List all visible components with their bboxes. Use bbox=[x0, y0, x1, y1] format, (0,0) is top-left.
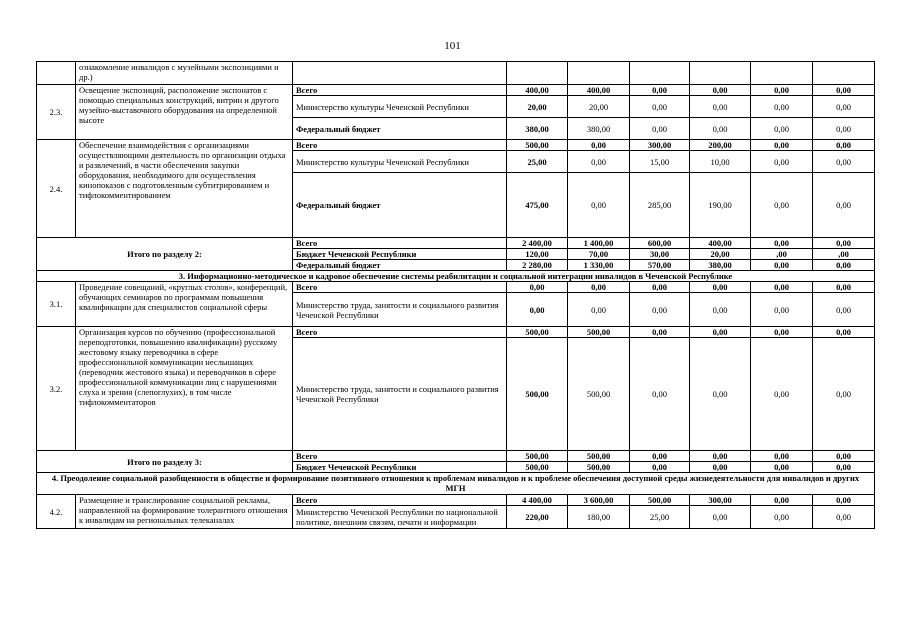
item-number: 4.2. bbox=[37, 495, 76, 529]
item-name: Обеспечение взаимодействия с организациями осуществляющими деятельность по организации отдыха и развлечений, в части обеспечения закупки оборудования, необходимого для осуществления кинопоказов с подготовленным субтитрированием и тифлокомментированием bbox=[76, 140, 293, 238]
funding-source: Всего bbox=[293, 85, 507, 96]
funding-source: Всего bbox=[293, 451, 507, 462]
funding-source: Министерство культуры Чеченской Республики bbox=[293, 96, 507, 118]
amount-cell: 380,00 bbox=[690, 260, 751, 271]
amount-cell: 0,00 bbox=[630, 451, 690, 462]
amount-cell: 0,00 bbox=[751, 85, 813, 96]
amount-cell: 1 330,00 bbox=[568, 260, 630, 271]
amount-cell: 0,00 bbox=[751, 462, 813, 473]
page-number: 101 bbox=[444, 40, 461, 52]
table-row bbox=[37, 62, 875, 85]
amount-cell: 0,00 bbox=[630, 293, 690, 327]
amount-cell: 0,00 bbox=[751, 506, 813, 529]
amount-cell: 0,00 bbox=[751, 338, 813, 451]
amount-cell: 500,00 bbox=[568, 462, 630, 473]
amount-cell: 500,00 bbox=[568, 327, 630, 338]
amount-cell: 0,00 bbox=[568, 140, 630, 151]
amount-cell bbox=[751, 62, 813, 85]
amount-cell: 10,00 bbox=[690, 151, 751, 173]
funding-source: Министерство труда, занятости и социального развития Чеченской Республики bbox=[293, 338, 507, 451]
amount-cell: 20,00 bbox=[507, 96, 568, 118]
amount-cell: 500,00 bbox=[507, 338, 568, 451]
amount-cell: 0,00 bbox=[751, 327, 813, 338]
funding-source: Бюджет Чеченской Республики bbox=[293, 249, 507, 260]
total-row bbox=[37, 238, 875, 249]
amount-cell: 20,00 bbox=[690, 249, 751, 260]
amount-cell: 0,00 bbox=[507, 293, 568, 327]
amount-cell: 570,00 bbox=[630, 260, 690, 271]
amount-cell: 0,00 bbox=[507, 282, 568, 293]
amount-cell: 380,00 bbox=[507, 118, 568, 140]
amount-cell: 0,00 bbox=[813, 338, 875, 451]
amount-cell: 0,00 bbox=[751, 151, 813, 173]
total-row bbox=[37, 451, 875, 462]
item-number: 2.4. bbox=[37, 140, 76, 238]
amount-cell: 0,00 bbox=[568, 173, 630, 238]
amount-cell: 25,00 bbox=[507, 151, 568, 173]
amount-cell: 0,00 bbox=[751, 293, 813, 327]
amount-cell: 0,00 bbox=[690, 327, 751, 338]
amount-cell: 600,00 bbox=[630, 238, 690, 249]
amount-cell: 0,00 bbox=[630, 85, 690, 96]
amount-cell: 500,00 bbox=[507, 451, 568, 462]
amount-cell: 0,00 bbox=[751, 238, 813, 249]
amount-cell: 500,00 bbox=[568, 451, 630, 462]
funding-source: Бюджет Чеченской Республики bbox=[293, 462, 507, 473]
section-header-row bbox=[37, 271, 875, 282]
item-name: ознакомление инвалидов с музейными экспозициями и др.) bbox=[76, 62, 293, 85]
amount-cell: 120,00 bbox=[507, 249, 568, 260]
amount-cell: 190,00 bbox=[690, 173, 751, 238]
item-number: 2.3. bbox=[37, 85, 76, 140]
amount-cell: 0,00 bbox=[690, 118, 751, 140]
amount-cell: 0,00 bbox=[690, 506, 751, 529]
amount-cell: 30,00 bbox=[630, 249, 690, 260]
section-title: 4. Преодоление социальной разобщенности в обществе и формирование позитивного отношения к проблемам инвалидов и к проблеме обеспечения доступной среды жизнедеятельности для инвалидов и других МГН bbox=[37, 473, 875, 495]
funding-source: Всего bbox=[293, 327, 507, 338]
funding-source: Федеральный бюджет bbox=[293, 118, 507, 140]
amount-cell: 0,00 bbox=[690, 85, 751, 96]
amount-cell: 0,00 bbox=[813, 282, 875, 293]
amount-cell: 0,00 bbox=[751, 260, 813, 271]
amount-cell: 0,00 bbox=[630, 118, 690, 140]
amount-cell: 25,00 bbox=[630, 506, 690, 529]
amount-cell: 475,00 bbox=[507, 173, 568, 238]
amount-cell: 0,00 bbox=[813, 173, 875, 238]
amount-cell: 0,00 bbox=[690, 338, 751, 451]
table-row bbox=[37, 282, 875, 293]
section-total-label: Итого по разделу 3: bbox=[37, 451, 293, 473]
item-name: Размещение и транслирование социальной рекламы, направленной на формирование толерантного отношения к инвалидам на региональных телеканалах bbox=[76, 495, 293, 529]
amount-cell: 1 400,00 bbox=[568, 238, 630, 249]
amount-cell: 0,00 bbox=[751, 140, 813, 151]
amount-cell: 0,00 bbox=[630, 338, 690, 451]
amount-cell: 0,00 bbox=[751, 173, 813, 238]
section-title: 3. Информационно-методическое и кадровое обеспечение системы реабилитации и социальной интеграции инвалидов в Чеченской Республике bbox=[37, 271, 875, 282]
amount-cell bbox=[690, 62, 751, 85]
amount-cell: 0,00 bbox=[690, 462, 751, 473]
amount-cell: 0,00 bbox=[813, 238, 875, 249]
item-number: 3.2. bbox=[37, 327, 76, 451]
amount-cell: 0,00 bbox=[751, 282, 813, 293]
funding-source: Министерство культуры Чеченской Республики bbox=[293, 151, 507, 173]
funding-source: Федеральный бюджет bbox=[293, 260, 507, 271]
amount-cell: 0,00 bbox=[690, 282, 751, 293]
amount-cell: 0,00 bbox=[630, 282, 690, 293]
amount-cell: 285,00 bbox=[630, 173, 690, 238]
amount-cell: 0,00 bbox=[568, 293, 630, 327]
item-number: 3.1. bbox=[37, 282, 76, 327]
amount-cell: 0,00 bbox=[813, 96, 875, 118]
amount-cell: 0,00 bbox=[813, 327, 875, 338]
amount-cell: 0,00 bbox=[813, 451, 875, 462]
amount-cell: 380,00 bbox=[568, 118, 630, 140]
amount-cell: 0,00 bbox=[813, 462, 875, 473]
section-total-label: Итого по разделу 2: bbox=[37, 238, 293, 271]
amount-cell: 2 280,00 bbox=[507, 260, 568, 271]
amount-cell: 0,00 bbox=[690, 293, 751, 327]
funding-source: Всего bbox=[293, 282, 507, 293]
amount-cell: 500,00 bbox=[507, 327, 568, 338]
table-row bbox=[37, 140, 875, 151]
amount-cell: 0,00 bbox=[630, 96, 690, 118]
amount-cell: 0,00 bbox=[813, 293, 875, 327]
amount-cell bbox=[507, 62, 568, 85]
amount-cell: ,00 bbox=[751, 249, 813, 260]
funding-source bbox=[293, 62, 507, 85]
section-header-row bbox=[37, 473, 875, 495]
amount-cell bbox=[568, 62, 630, 85]
amount-cell: 20,00 bbox=[568, 96, 630, 118]
amount-cell: 0,00 bbox=[813, 85, 875, 96]
amount-cell bbox=[630, 62, 690, 85]
amount-cell: 4 400,00 bbox=[507, 495, 568, 506]
amount-cell: 0,00 bbox=[813, 151, 875, 173]
funding-source: Министерство Чеченской Республики по национальной политике, внешним связям, печати и информации bbox=[293, 506, 507, 529]
amount-cell: 0,00 bbox=[568, 282, 630, 293]
item-name: Организация курсов по обучению (профессиональной переподготовки, повышению квалификации) русскому жестовому языку переводчика в сфере профессиональной коммуникации неслышащих (переводчик жестового языка) и переводчиков в сфере профессиональной коммуникации лиц с нарушениями слуха и зрения (слепоглухих), в том числе тифлокомментаторов bbox=[76, 327, 293, 451]
item-name: Проведение совещаний, «круглых столов», конференций, обучающих семинаров по программам повышения квалификации для специалистов социальной сферы bbox=[76, 282, 293, 327]
program-table bbox=[36, 61, 875, 529]
amount-cell: 200,00 bbox=[690, 140, 751, 151]
amount-cell: 2 400,00 bbox=[507, 238, 568, 249]
item-number bbox=[37, 62, 76, 85]
amount-cell: 220,00 bbox=[507, 506, 568, 529]
funding-source: Всего bbox=[293, 495, 507, 506]
amount-cell: 0,00 bbox=[568, 151, 630, 173]
amount-cell: 500,00 bbox=[630, 495, 690, 506]
amount-cell: 300,00 bbox=[630, 140, 690, 151]
amount-cell: 0,00 bbox=[751, 96, 813, 118]
amount-cell: 400,00 bbox=[690, 238, 751, 249]
amount-cell: 0,00 bbox=[813, 260, 875, 271]
table-row bbox=[37, 495, 875, 506]
amount-cell: 0,00 bbox=[813, 118, 875, 140]
funding-source: Всего bbox=[293, 238, 507, 249]
amount-cell: 180,00 bbox=[568, 506, 630, 529]
amount-cell: 15,00 bbox=[630, 151, 690, 173]
funding-source: Всего bbox=[293, 140, 507, 151]
amount-cell: 70,00 bbox=[568, 249, 630, 260]
table-row bbox=[37, 327, 875, 338]
amount-cell: 500,00 bbox=[568, 338, 630, 451]
amount-cell: 0,00 bbox=[813, 506, 875, 529]
amount-cell: 300,00 bbox=[690, 495, 751, 506]
amount-cell bbox=[813, 62, 875, 85]
funding-source: Федеральный бюджет bbox=[293, 173, 507, 238]
amount-cell: 0,00 bbox=[751, 495, 813, 506]
item-name: Освещение экспозиций, расположение экспонатов с помощью специальных конструкций, витрин и другого музейно-выставочного оборудования на определенной высоте bbox=[76, 85, 293, 140]
amount-cell: 0,00 bbox=[813, 140, 875, 151]
amount-cell: 0,00 bbox=[813, 495, 875, 506]
amount-cell: 400,00 bbox=[507, 85, 568, 96]
amount-cell: 0,00 bbox=[630, 462, 690, 473]
table-row bbox=[37, 85, 875, 96]
amount-cell: 500,00 bbox=[507, 462, 568, 473]
funding-source: Министерство труда, занятости и социального развития Чеченской Республики bbox=[293, 293, 507, 327]
amount-cell: 500,00 bbox=[507, 140, 568, 151]
amount-cell: 0,00 bbox=[751, 118, 813, 140]
amount-cell: 0,00 bbox=[690, 96, 751, 118]
amount-cell: 0,00 bbox=[690, 451, 751, 462]
amount-cell: 3 600,00 bbox=[568, 495, 630, 506]
amount-cell: ,00 bbox=[813, 249, 875, 260]
amount-cell: 0,00 bbox=[630, 327, 690, 338]
amount-cell: 0,00 bbox=[751, 451, 813, 462]
amount-cell: 400,00 bbox=[568, 85, 630, 96]
